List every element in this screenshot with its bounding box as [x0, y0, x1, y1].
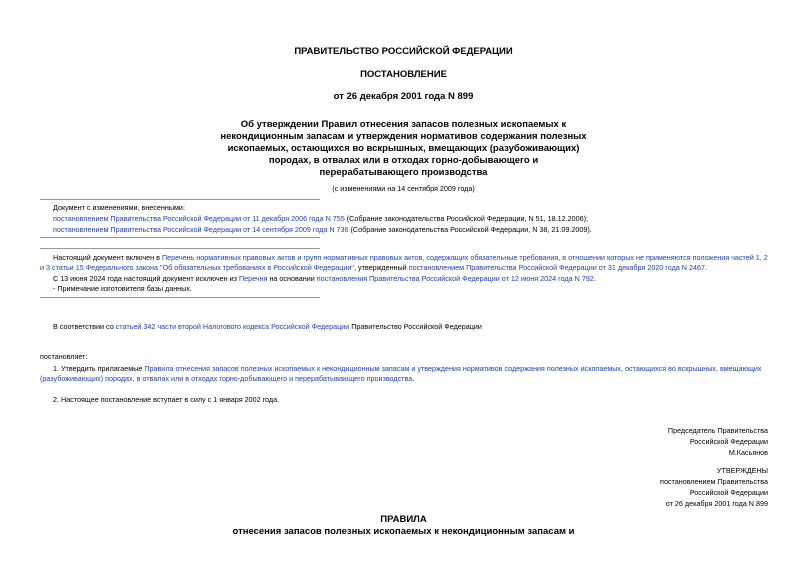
federal-law-link[interactable]: и 3 статьи 15 Федерального закона "Об обязательных требованиях в Российской Федерации": [40, 263, 354, 272]
decree-792-link[interactable]: постановления Правительства Российской Федерации от 12 июня 2024 года N 792: [316, 274, 594, 283]
rules-heading: ПРАВИЛА: [380, 514, 427, 525]
signature-line: Российской Федерации: [689, 437, 768, 446]
divider: [40, 199, 320, 200]
divider: [40, 237, 320, 238]
amendment-link-2009[interactable]: постановлением Правительства Российской Федерации от 14 сентября 2009 года N 736: [53, 225, 349, 234]
title-line: перерабатывающего производства: [319, 167, 488, 178]
document-date-number: от 26 декабря 2001 года N 899: [333, 91, 474, 102]
approved-line: постановлением Правительства: [660, 477, 768, 486]
amendments-intro: Документ с изменениями, внесенными:: [53, 203, 185, 212]
rules-link[interactable]: Правила отнесения запасов полезных ископаемых к некондиционным запасам и утверждения нормативов содержания полезных ископаемых, остающихся во вскрышных, вмещающих: [144, 364, 762, 373]
decree-2467-link[interactable]: постановлением Правительства Российской Федерации от 31 декабря 2020 года N 2467: [408, 263, 705, 272]
tax-code-link[interactable]: статьей 342 части второй Налогового кодекса Российской Федерации: [115, 322, 350, 331]
item-1: 1. Утвердить прилагаемые Правила отнесения запасов полезных ископаемых к некондиционным запасам и утверждения нормативов содержания полезных ископаемых, остающихся во вскрышных, вмещающих: [53, 364, 762, 373]
title-line: некондиционным запасам и утверждения нормативов содержания полезных: [220, 131, 587, 142]
changes-note: (с изменениями на 14 сентября 2009 года): [332, 184, 475, 193]
signature-line: Председатель Правительства: [667, 426, 768, 435]
government-heading: ПРАВИТЕЛЬСТВО РОССИЙСКОЙ ФЕДЕРАЦИИ: [294, 46, 513, 57]
accordance-paragraph: В соответствии со статьей 342 части второй Налогового кодекса Российской Федерации Правительство Российской Федерации: [53, 322, 482, 331]
divider: [40, 297, 320, 298]
rules-subheading: отнесения запасов полезных ископаемых к некондиционным запасам и: [232, 526, 575, 537]
notice-paragraph-1-cont: и 3 статьи 15 Федерального закона "Об обязательных требованиях в Российской Федерации", утвержденный постановлением Правительства Российской Федерации от 31 декабря 2020 года N 2467.: [40, 263, 707, 272]
title-line: породах, в отвалах или в отходах горно-добывающего и: [268, 155, 539, 166]
approved-block: [660, 465, 768, 509]
notice-paragraph-2: С 13 июня 2024 года настоящий документ исключен из Перечня на основании постановления Правительства Российской Федерации от 12 июня 2024 года N 792.: [53, 274, 596, 283]
decrees-label: постановляет:: [40, 352, 88, 361]
approved-line: Российской Федерации: [689, 488, 768, 497]
signature-line: М.Касьянов: [728, 448, 768, 457]
approved-line: от 26 декабря 2001 года N 899: [665, 499, 768, 508]
document-title: [0, 119, 807, 179]
amendment-link-2006[interactable]: постановлением Правительства Российской Федерации от 11 декабря 2006 года N 755: [53, 214, 345, 223]
rules-link-cont[interactable]: (разубоживающих) породах, в отвалах или в отходах горно-добывающего и перерабатывающего производства: [40, 374, 413, 383]
signature-block: [668, 425, 768, 458]
amendment-item: постановлением Правительства Российской Федерации от 14 сентября 2009 года N 736 (Собрание законодательства Российской Федерации, N 38, 21.09.2009).: [53, 225, 592, 234]
title-line: ископаемых, остающихся во вскрышных, вмещающих (разубоживающих): [227, 143, 580, 154]
notice-paragraph-1: Настоящий документ включен в Перечень нормативных правовых актов и групп нормативных правовых актов, содержащих обязательные требования, в отношении которых не применяются положения частей 1, 2: [53, 253, 768, 262]
perechnya-link[interactable]: Перечня: [238, 274, 268, 283]
perechen-link[interactable]: Перечень нормативных правовых актов и групп нормативных правовых актов, содержащих обязательные требования, в отношении которых не применяются положения частей 1, 2: [161, 253, 768, 262]
item-2: 2. Настоящее постановление вступает в силу с 1 января 2002 года.: [53, 395, 280, 404]
divider: [40, 248, 320, 249]
approved-line: УТВЕРЖДЕНЫ: [716, 466, 768, 475]
item-1-cont: (разубоживающих) породах, в отвалах или в отходах горно-добывающего и перерабатывающего производства.: [40, 374, 415, 383]
amendment-item: постановлением Правительства Российской Федерации от 11 декабря 2006 года N 755 (Собрание законодательства Российской Федерации, N 51, 18.12.2006);: [53, 214, 589, 223]
document-type: ПОСТАНОВЛЕНИЕ: [360, 69, 447, 80]
db-note: - Примечание изготовителя базы данных.: [53, 284, 192, 293]
title-line: Об утверждении Правил отнесения запасов полезных ископаемых к: [240, 119, 567, 130]
